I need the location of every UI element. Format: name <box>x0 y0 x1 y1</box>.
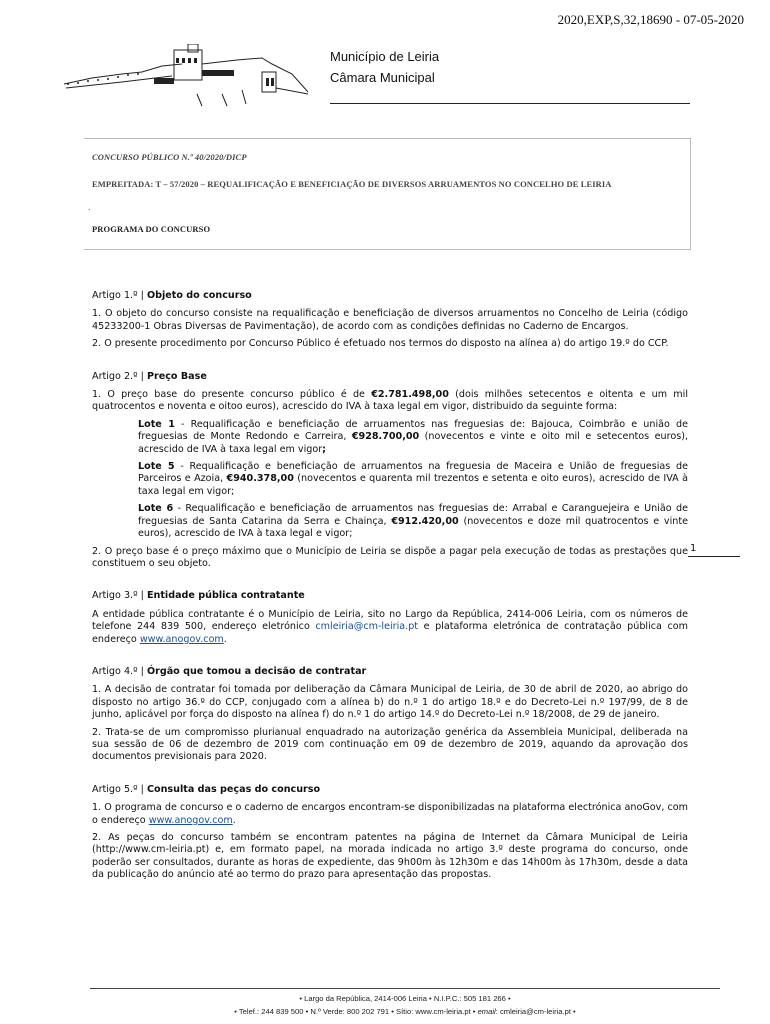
municipality-name: Município de Leiria <box>330 49 440 64</box>
paragraph <box>92 609 688 646</box>
paragraph: 2. Trata-se de um compromisso plurianual enquadrado na autorização genérica da Assembleia Municipal, deliberada na sua sessão de 06 de dezembro de 2019 com continuação em 09 de dezembro de 2019, aquando da aprovação dos documentos previsionais para 2020. <box>92 726 688 763</box>
paragraph: 1. O objeto do concurso consiste na requalificação e beneficiação de diversos arruamentos no Concelho de Leiria (código 45233200-1 Obras Diversas de Pavimentação), de acordo com as condições definidas no Caderno de Encargos. <box>92 308 688 332</box>
paragraph <box>92 389 688 414</box>
lote-5 <box>138 461 688 498</box>
article-label: Artigo 3.º | <box>92 590 147 602</box>
footer-address: • Largo da República, 2414-006 Leiria • N.I.P.C.: 505 181 266 • <box>299 994 511 1003</box>
text: - Requalificação e beneficiação de arruamentos na freguesia de Maceira e União de freguesias de Parceiros e Azoia, <box>138 461 689 485</box>
article-heading <box>92 590 688 602</box>
lote-label: Lote 6 <box>138 503 174 515</box>
empreitada-title: EMPREITADA: T – 57/2020 – REQUALIFICAÇÃO E BENEFICIAÇÃO DE DIVERSOS ARRUAMENTOS NO CONCELHO DE LEIRIA <box>92 179 612 189</box>
article-label: Artigo 1.º | <box>92 290 147 301</box>
page-number-line <box>688 556 740 557</box>
text: 1. O programa de concurso e o caderno de encargos encontram-se disponibilizadas na plataforma electrónica anoGov, com o endereço <box>92 802 688 826</box>
paragraph: 2. As peças do concurso também se encontram patentes na página de Internet da Câmara Municipal de Leiria (http://www.cm-leiria.pt) e, em formato papel, na morada indicada no artigo 3.º deste programa do concurso, onde poderão ser consultados, durante as horas de expediente, das 9h00m às 12h30m e das 14h00m às 17h30m, desde a data da publicação do anúncio até ao termo do prazo para apresentação das propostas. <box>92 832 688 881</box>
footer-text: email <box>477 1007 496 1016</box>
lote-1 <box>138 419 688 456</box>
box-dot: . <box>88 203 91 212</box>
article-5 <box>92 784 688 882</box>
article-heading <box>92 371 688 383</box>
lote-label: Lote 1 <box>138 418 175 430</box>
paragraph: 2. O presente procedimento por Concurso Público é efetuado nos termos do disposto na alínea a) do artigo 19.º do CCP. <box>92 338 669 350</box>
article-label: Artigo 4.º | <box>92 665 147 677</box>
castle-logo <box>62 44 312 110</box>
paragraph <box>92 802 688 827</box>
article-label: Artigo 2.º | <box>92 370 147 382</box>
lote-price: €940.378,00 <box>226 473 294 485</box>
footer-contacts <box>90 1007 720 1016</box>
article-heading <box>92 784 688 796</box>
article-2 <box>92 371 688 571</box>
article-3 <box>92 590 688 646</box>
page-number: 1 <box>690 543 697 554</box>
programa-title: PROGRAMA DO CONCURSO <box>92 224 211 234</box>
text: 1. O preço base do presente concurso público é de <box>92 389 372 401</box>
text: (dois milhões setecentos e oitenta e um mil quatrocentos e noventa e oitoo euros), acrescido do IVA à taxa legal em vigor, distribuido da seguinte forma: <box>92 389 688 413</box>
article-title: Entidade pública contratante <box>146 590 305 602</box>
article-title: Órgão que tomou a decisão de contratar <box>146 665 367 677</box>
lote-label: Lote 5 <box>138 461 175 473</box>
anogov-link[interactable]: www.anogov.com <box>139 633 224 645</box>
article-4 <box>92 666 688 764</box>
lote-price: €912.420,00 <box>391 515 459 527</box>
document-body <box>92 290 688 902</box>
municipality-header <box>330 46 439 88</box>
text: - Requalificação e beneficiação de arruamentos nas freguesias de: Arrabal e Caranguejeira e União de freguesias de Santa Catarina da Serra e Chainça, <box>138 503 688 527</box>
lote-6 <box>138 503 688 540</box>
text: (novecentos e quarenta mil trezentos e setenta e oito euros), acrescido de IVA à taxa legal em vigor; <box>138 473 688 497</box>
text: (novecentos e vinte e oito mil e setecentos euros), acrescido de IVA à taxa legal em vigor <box>138 431 688 455</box>
anogov-link[interactable]: www.anogov.com <box>148 814 233 826</box>
article-label: Artigo 5.º | <box>92 783 147 795</box>
article-heading <box>92 290 688 302</box>
article-title: Preço Base <box>146 370 207 382</box>
article-1 <box>92 290 688 351</box>
text: . <box>232 814 236 826</box>
header-divider <box>330 103 690 104</box>
footer-text: : cmleiria@cm-leiria.pt • <box>495 1007 576 1016</box>
council-name: Câmara Municipal <box>330 70 435 85</box>
footer-text: • Telef.: 244 839 500 • N.º Verde: 800 202 791 • Sítio: www.cm-leiria.pt • <box>234 1007 478 1016</box>
text: e plataforma eletrónica de contratação pública com endereço <box>92 621 688 645</box>
lote-price: €928.700,00 <box>351 431 420 443</box>
base-price: €2.781.498,00 <box>371 389 449 401</box>
text: A entidade pública contratante é o Município de Leiria, sito no Largo da República, 2414-006 Leiria, com os números de telefone 244 839 500, endereço eletrónico <box>92 608 688 633</box>
email-link[interactable]: cmleiria@cm-leiria.pt <box>315 621 419 633</box>
text: ; <box>322 443 326 455</box>
concurso-number: CONCURSO PÚBLICO N.º 40/2020/DICP <box>92 152 247 162</box>
article-title: Consulta das peças do concurso <box>146 783 321 795</box>
footer-divider <box>90 988 720 989</box>
text: (novecentos e doze mil quatrocentos e vinte euros), acrescido de IVA à taxa legal e vigor; <box>138 515 688 540</box>
article-heading <box>92 666 688 678</box>
article-title: Objeto do concurso <box>146 290 252 301</box>
text: - Requalificação e beneficiação de arruamentos nas freguesias de: Bajouca, Coimbrão e união de freguesias de Monte Redondo e Carreira, <box>138 418 688 443</box>
paragraph: 1. A decisão de contratar foi tomada por deliberação da Câmara Municipal de Leiria, de 30 de abril de 2020, ao abrigo do disposto no artigo 36.º do CCP, conjugado com a alínea b) do n.º 1 do artigo 18.º e do Decreto-Lei n.º 197/99, de 8 de junho, aplicável por força do disposto na alínea f) do n.º 1 do artigo 14.º do Decreto-Lei n.º 18/2008, de 29 de janeiro. <box>92 684 688 721</box>
paragraph: 2. O preço base é o preço máximo que o Município de Leiria se dispõe a pagar pela execução de todas as prestações que constituem o seu objeto. <box>92 545 688 569</box>
tender-info-box <box>84 138 691 250</box>
text: . <box>223 633 227 645</box>
document-reference: 2020,EXP,S,32,18690 - 07-05-2020 <box>557 12 744 27</box>
